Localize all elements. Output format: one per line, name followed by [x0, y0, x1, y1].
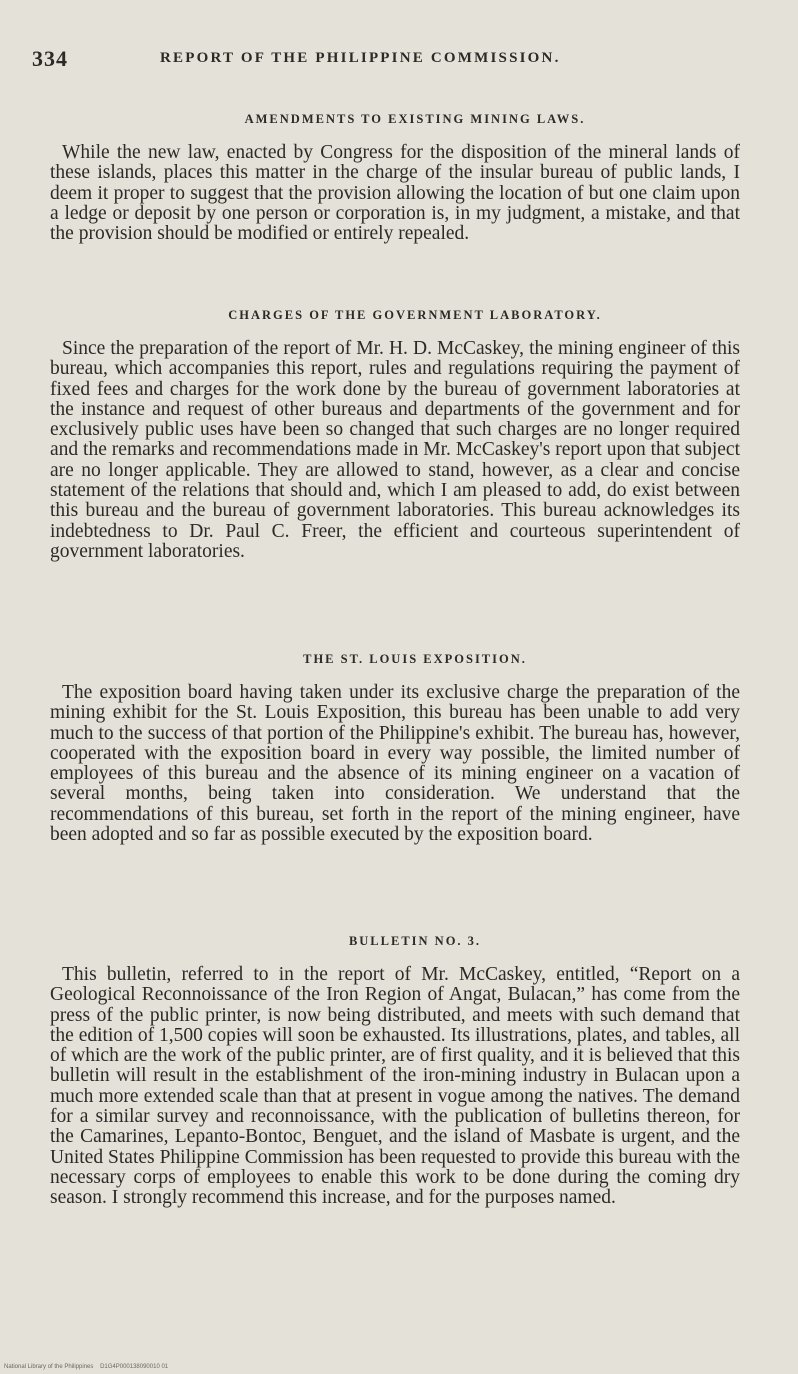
section-paragraph: While the new law, enacted by Congress for the disposition of the mineral lands of these islands, places this matter in the charge of the insular bureau of public lands, I deem it proper to suggest that the provision allowing the location of but one claim upon a ledge or deposit by one person or corporation is, in my judgment, a mistake, and that the provision should be modified or entirely repealed.: [50, 142, 740, 245]
page-header: [32, 46, 732, 76]
section-title: THE ST. LOUIS EXPOSITION.: [303, 652, 527, 666]
section-laboratory-charges: [50, 308, 740, 562]
running-head: REPORT OF THE PHILIPPINE COMMISSION.: [160, 50, 561, 66]
footer-credit: National Library of the Philippines: [4, 1364, 94, 1370]
page-number: 334: [32, 46, 68, 71]
section-paragraph: The exposition board having taken under its exclusive charge the preparation of the mining exhibit for the St. Louis Exposition, this bureau has been unable to add very much to the success of that portion of the Philippine's exhibit. The bureau has, however, cooperated with the exposition board in every way possible, the limited number of employees of this bureau and the absence of its mining engineer on a vacation of several months, being taken into consideration. We understand that the recommendations of this bureau, set forth in the report of the mining engineer, have been adopted and so far as possible executed by the exposition board.: [50, 682, 740, 846]
section-mining-laws: [50, 112, 740, 244]
section-title: BULLETIN NO. 3.: [348, 934, 482, 948]
scan-footer: [4, 1364, 168, 1370]
section-paragraph: This bulletin, referred to in the report of Mr. McCaskey, entitled, “Report on a Geological Reconnoissance of the Iron Region of Angat, Bulacan,” has come from the press of the public printer, is now being distributed, and meets with such demand that the edition of 1,500 copies will soon be exhausted. Its illustrations, plates, and tables, all of which are the work of the public printer, are of first quality, and it is believed that this bulletin will result in the establishment of the iron-mining industry in Bulacan upon a much more extended scale than that at present in vogue among the natives. The demand for a similar survey and reconnoissance, with the publication of bulletins thereon, for the Camarines, Lepanto-Bontoc, Benguet, and the island of Masbate is urgent, and the United States Philippine Commission has been requested to provide this bureau with the necessary corps of employees to enable this work to be done during the coming dry season. I strongly recommend this increase, and for the purposes named.: [50, 964, 740, 1209]
section-paragraph: Since the preparation of the report of Mr. H. D. McCaskey, the mining engineer of this bureau, which accompanies this report, rules and regulations requiring the payment of fixed fees and charges for the work done by the bureau of government laboratories at the instance and request of other bureaus and departments of the government and for exclusively public uses have been so changed that such charges are no longer required and the remarks and recommendations made in Mr. McCaskey's report upon that subject are no longer applicable. They are allowed to stand, however, as a clear and concise statement of the relations that should and, which I am pleased to add, do exist between this bureau and the bureau of government laboratories. This bureau acknowledges its indebtedness to Dr. Paul C. Freer, the efficient and courteous superintendent of government laboratories.: [50, 338, 740, 562]
footer-identifier: D1G4P000138090010 01: [100, 1364, 169, 1370]
section-title: CHARGES OF THE GOVERNMENT LABORATORY.: [228, 308, 602, 322]
section-title: AMENDMENTS TO EXISTING MINING LAWS.: [244, 112, 586, 126]
section-bulletin-3: [50, 934, 740, 1209]
section-st-louis-exposition: [50, 652, 740, 845]
